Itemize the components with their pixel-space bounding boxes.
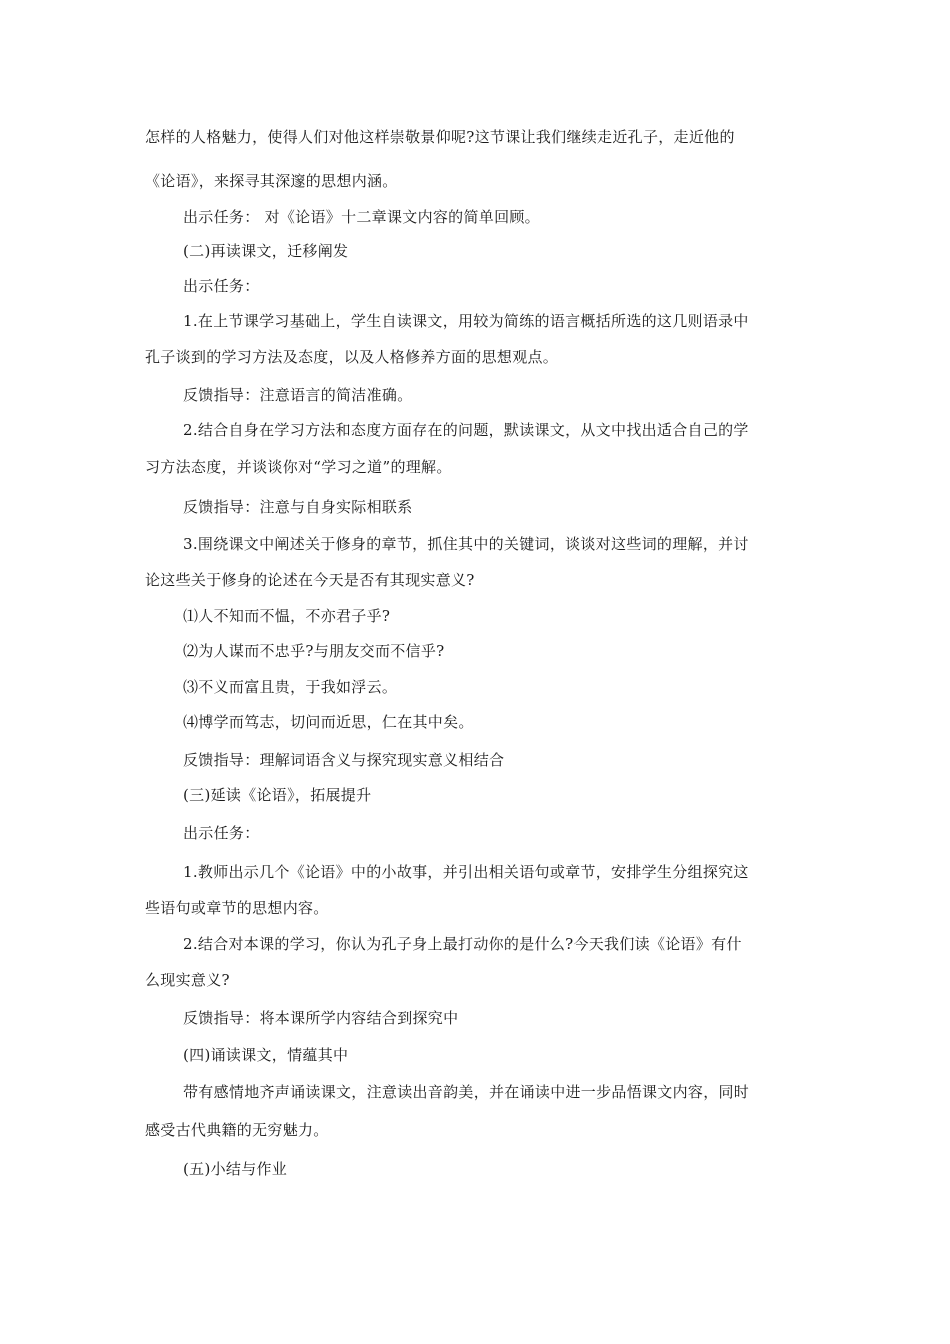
paragraph-14-line-0: (三)延读《论语》，拓展提升 — [183, 786, 372, 804]
paragraph-10-line-0: ⑵为人谋而不忠乎?与朋友交而不信乎? — [183, 642, 445, 660]
paragraph-17-line-1: 么现实意义? — [145, 971, 230, 989]
paragraph-4-line-1: 孔子谈到的学习方法及态度，以及人格修养方面的思想观点。 — [145, 348, 559, 366]
paragraph-7-line-0: 反馈指导：注意与自身实际相联系 — [183, 498, 413, 516]
paragraph-20-line-1: 感受古代典籍的无穷魅力。 — [145, 1121, 329, 1139]
paragraph-16-line-1: 些语句或章节的思想内容。 — [145, 899, 329, 917]
paragraph-8-line-0: 3.围绕课文中阐述关于修身的章节，抓住其中的关键词，谈谈对这些词的理解，并讨 — [183, 535, 749, 553]
paragraph-20-line-0: 带有感情地齐声诵读课文，注意读出音韵美，并在诵读中进一步品悟课文内容，同时 — [183, 1083, 750, 1101]
paragraph-5-line-0: 反馈指导：注意语言的简洁准确。 — [183, 386, 413, 404]
paragraph-15-line-0: 出示任务： — [183, 824, 260, 842]
paragraph-6-line-1: 习方法态度，并谈谈你对“学习之道”的理解。 — [145, 458, 452, 476]
paragraph-11-line-0: ⑶不义而富且贵，于我如浮云。 — [183, 678, 398, 696]
paragraph-0-line-1: 《论语》，来探寻其深邃的思想内涵。 — [145, 172, 398, 190]
paragraph-6-line-0: 2.结合自身在学习方法和态度方面存在的问题，默读课文，从文中找出适合自己的学 — [183, 421, 749, 439]
paragraph-8-line-1: 论这些关于修身的论述在今天是否有其现实意义? — [145, 571, 475, 589]
paragraph-9-line-0: ⑴人不知而不愠，不亦君子乎? — [183, 607, 391, 625]
paragraph-1-line-0: 出示任务： 对《论语》十二章课文内容的简单回顾。 — [183, 208, 540, 226]
paragraph-0-line-0: 怎样的人格魅力，使得人们对他这样崇敬景仰呢?这节课让我们继续走近孔子，走近他的 — [145, 128, 735, 146]
paragraph-12-line-0: ⑷博学而笃志，切问而近思，仁在其中矣。 — [183, 713, 474, 731]
paragraph-3-line-0: 出示任务： — [183, 277, 260, 295]
paragraph-13-line-0: 反馈指导：理解词语含义与探究现实意义相结合 — [183, 751, 505, 769]
paragraph-4-line-0: 1.在上节课学习基础上，学生自读课文，用较为简练的语言概括所选的这几则语录中 — [183, 312, 749, 330]
paragraph-17-line-0: 2.结合对本课的学习，你认为孔子身上最打动你的是什么?今天我们读《论语》有什 — [183, 935, 742, 953]
paragraph-21-line-0: (五)小结与作业 — [183, 1160, 288, 1178]
paragraph-16-line-0: 1.教师出示几个《论语》中的小故事，并引出相关语句或章节，安排学生分组探究这 — [183, 863, 749, 881]
paragraph-2-line-0: (二)再读课文，迁移阐发 — [183, 242, 349, 260]
paragraph-18-line-0: 反馈指导：将本课所学内容结合到探究中 — [183, 1009, 459, 1027]
paragraph-19-line-0: (四)诵读课文，情蕴其中 — [183, 1046, 349, 1064]
